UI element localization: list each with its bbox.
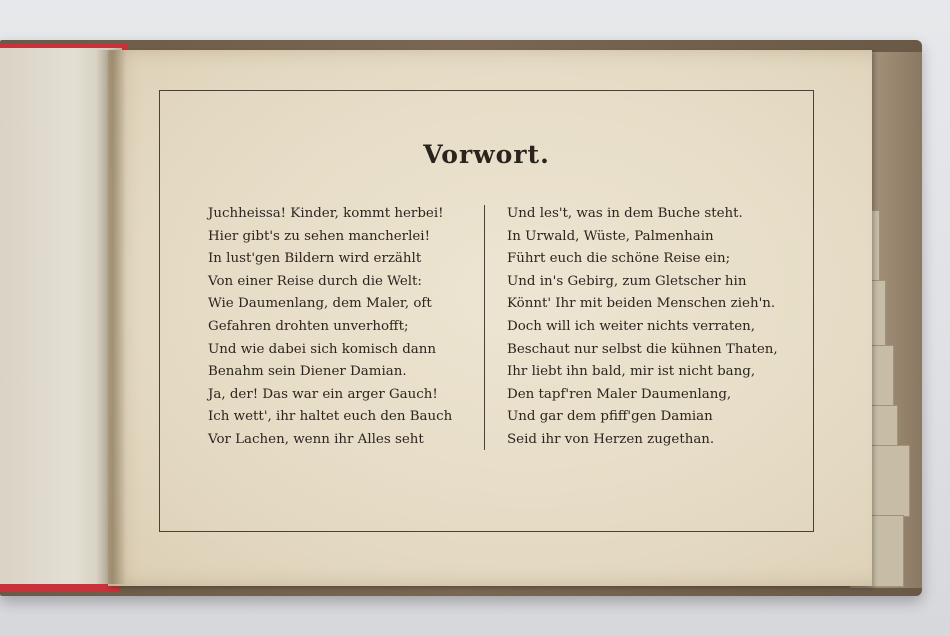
- poem-line: Seid ihr von Herzen zugethan.: [507, 431, 715, 447]
- column-divider: [484, 205, 485, 450]
- poem-line: Und wie dabei sich komisch dann: [208, 341, 437, 357]
- page-tab: [868, 445, 910, 517]
- poem-right-column: [507, 203, 787, 452]
- poem-line: Wie Daumenlang, dem Maler, oft: [208, 296, 432, 312]
- poem-line: Den tapf'ren Maler Daumenlang,: [507, 386, 732, 402]
- page-gutter-shadow: [96, 50, 126, 584]
- poem-left-column: [208, 203, 480, 452]
- poem-line: Beschaut nur selbst die kühnen Thaten,: [507, 341, 778, 357]
- poem-line: Vor Lachen, wenn ihr Alles seht: [208, 431, 424, 447]
- poem-line: Ihr liebt ihn bald, mir ist nicht bang,: [507, 364, 756, 380]
- poem-line: Ja, der! Das war ein arger Gauch!: [208, 386, 438, 402]
- poem-line: Hier gibt's zu sehen mancherlei!: [208, 228, 430, 244]
- poem-line: In Urwald, Wüste, Palmenhain: [507, 228, 714, 244]
- poem-line: Führt euch die schöne Reise ein;: [507, 251, 731, 267]
- poem-line: Von einer Reise durch die Welt:: [208, 273, 422, 289]
- page-tab: [868, 515, 904, 587]
- poem-line: Könnt' Ihr mit beiden Menschen zieh'n.: [507, 296, 776, 312]
- poem-line: Gefahren drohten unverhofft;: [208, 318, 409, 334]
- poem-line: Und les't, was in dem Buche steht.: [507, 206, 743, 221]
- poem-line: Doch will ich weiter nichts verraten,: [507, 318, 756, 334]
- poem-line: Benahm sein Diener Damian.: [208, 364, 407, 380]
- page-title: Vorwort.: [423, 140, 550, 169]
- poem-line: Juchheissa! Kinder, kommt herbei!: [208, 206, 444, 221]
- poem-line: In lust'gen Bildern wird erzählt: [208, 251, 422, 267]
- poem-line: Und in's Gebirg, zum Gletscher hin: [507, 273, 747, 289]
- poem-line: Und gar dem pfiff'gen Damian: [507, 409, 713, 425]
- poem-line: Ich wett', ihr haltet euch den Bauch: [208, 409, 453, 425]
